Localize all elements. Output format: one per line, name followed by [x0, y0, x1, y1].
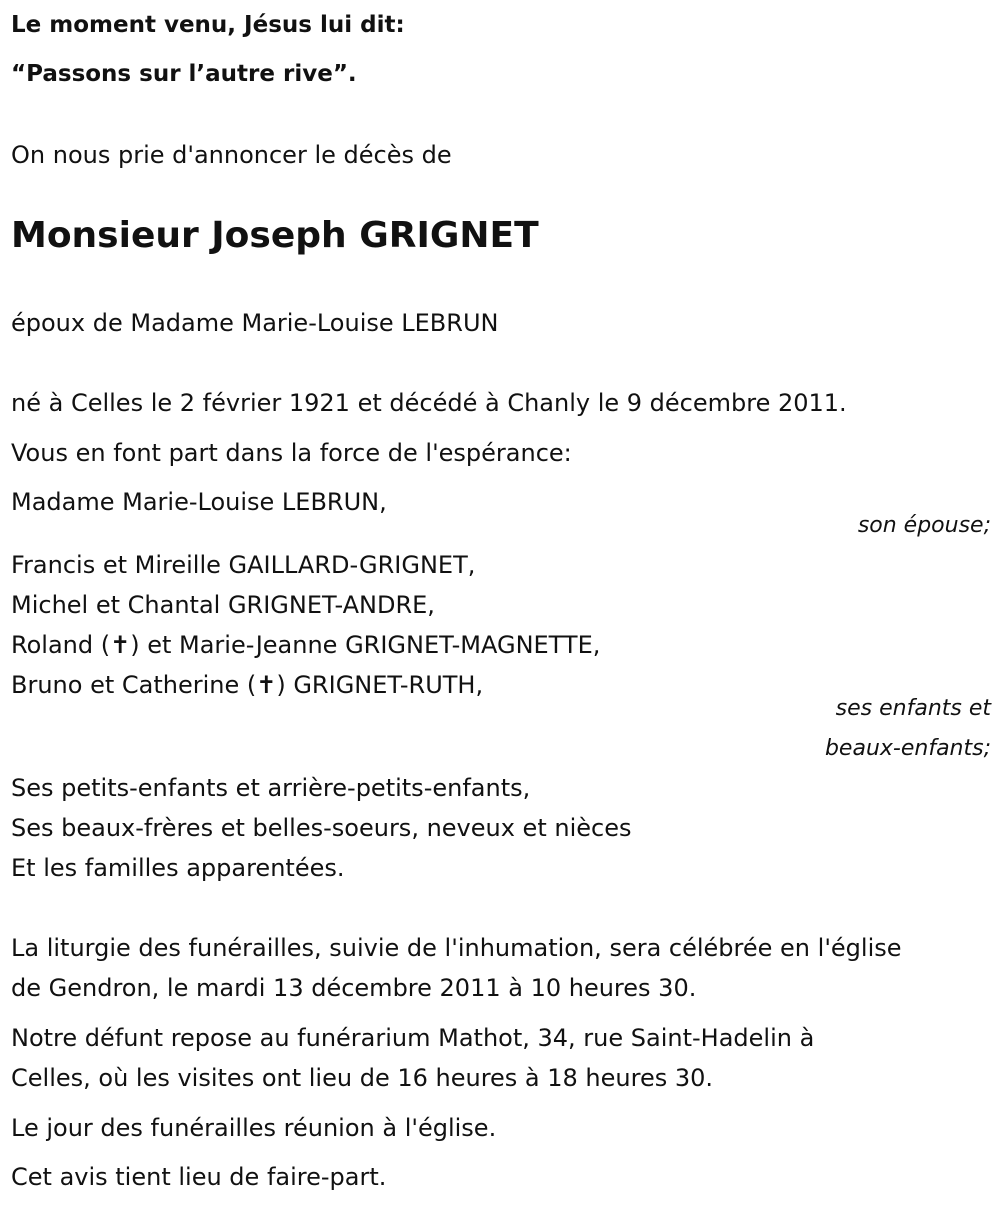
children-role-line-2: beaux-enfants;: [824, 736, 991, 761]
cross-icon: ✝: [256, 671, 277, 699]
announce-line: Vous en font part dans la force de l'espérance:: [11, 439, 572, 467]
child-entry: Roland (✝) et Marie-Jeanne GRIGNET-MAGNETTE,: [11, 631, 601, 659]
child-entry: Francis et Mireille GAILLARD-GRIGNET,: [11, 551, 476, 579]
children-role-line-1: ses enfants et: [835, 696, 991, 721]
repose-line-2: Celles, où les visites ont lieu de 16 heures à 18 heures 30.: [11, 1064, 714, 1092]
birth-death-line: né à Celles le 2 février 1921 et décédé à Chanly le 9 décembre 2011.: [11, 389, 847, 417]
deceased-name: Monsieur Joseph GRIGNET: [11, 215, 539, 256]
family-line: Ses beaux-frères et belles-soeurs, neveux et nièces: [11, 814, 632, 842]
family-line: Et les familles apparentées.: [11, 854, 345, 882]
spouse-line: époux de Madame Marie-Louise LEBRUN: [11, 309, 499, 337]
meeting-line: Le jour des funérailles réunion à l'église.: [11, 1114, 497, 1142]
closing-line: Cet avis tient lieu de faire-part.: [11, 1163, 387, 1191]
repose-line-1: Notre défunt repose au funérarium Mathot, 34, rue Saint-Hadelin à: [11, 1024, 815, 1052]
family-line: Ses petits-enfants et arrière-petits-enfants,: [11, 774, 531, 802]
spouse-entry-name: Madame Marie-Louise LEBRUN,: [11, 488, 387, 516]
quote-line-1: Le moment venu, Jésus lui dit:: [11, 12, 405, 38]
quote-line-2: “Passons sur l’autre rive”.: [11, 61, 357, 87]
child-entry: Michel et Chantal GRIGNET-ANDRE,: [11, 591, 435, 619]
intro-text: On nous prie d'annoncer le décès de: [11, 141, 452, 169]
funeral-line-1: La liturgie des funérailles, suivie de l'inhumation, sera célébrée en l'église: [11, 934, 902, 962]
cross-icon: ✝: [110, 631, 131, 659]
funeral-line-2: de Gendron, le mardi 13 décembre 2011 à 10 heures 30.: [11, 974, 697, 1002]
child-entry: Bruno et Catherine (✝) GRIGNET-RUTH,: [11, 671, 484, 699]
spouse-entry-role: son épouse;: [857, 513, 991, 538]
